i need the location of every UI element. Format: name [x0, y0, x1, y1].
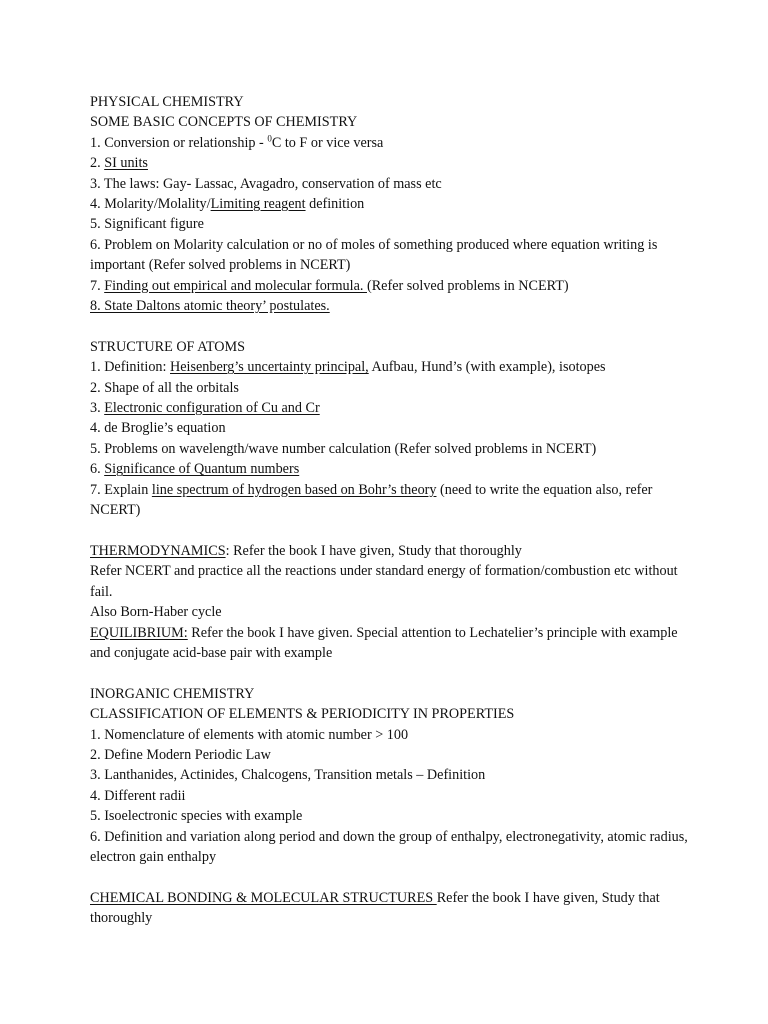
- document-page: [90, 92, 700, 929]
- list-item: 1. Definition: Heisenberg’s uncertainty principal, Aufbau, Hund’s (with example), isotopes: [90, 359, 606, 376]
- spacer: [90, 521, 700, 541]
- list-item: 3. Lanthanides, Actinides, Chalcogens, Transition metals – Definition: [90, 767, 486, 784]
- list-item: 8. State Daltons atomic theory’ postulates.: [90, 298, 330, 315]
- spacer: [90, 316, 700, 336]
- list-item: 3. Electronic configuration of Cu and Cr: [90, 400, 320, 417]
- list-item: 2. SI units: [90, 155, 148, 172]
- list-item: 2. Shape of all the orbitals: [90, 379, 239, 396]
- list-item: 5. Isoelectronic species with example: [90, 808, 303, 825]
- section-title-inorganic: INORGANIC CHEMISTRY: [90, 685, 255, 702]
- list-item: 1. Nomenclature of elements with atomic number > 100: [90, 726, 409, 743]
- list-item: 2. Define Modern Periodic Law: [90, 746, 271, 763]
- list-item: 4. Different radii: [90, 787, 186, 804]
- list-item: 1. Conversion or relationship - $^0$C to F or vice versa: [90, 133, 384, 151]
- topic-title-basic-concepts: SOME BASIC CONCEPTS OF CHEMISTRY: [90, 114, 358, 131]
- list-item: 6. Significance of Quantum numbers: [90, 461, 300, 478]
- topic-title-structure-of-atoms: STRUCTURE OF ATOMS: [90, 338, 246, 355]
- spacer: [90, 867, 700, 887]
- list-item: 7. Explain line spectrum of hydrogen based on Bohr’s theory (need to write the equation also, refer NCERT): [90, 481, 653, 519]
- topic-title-thermodynamics: THERMODYNAMICS: Refer the book I have given, Study that thoroughly: [90, 542, 522, 559]
- topic-title-chemical-bonding: CHEMICAL BONDING & MOLECULAR STRUCTURES Refer the book I have given, Study that thoroughly: [90, 889, 660, 927]
- list-item: 5. Problems on wavelength/wave number calculation (Refer solved problems in NCERT): [90, 440, 597, 457]
- paragraph: Also Born-Haber cycle: [90, 604, 222, 621]
- section-title-physical: PHYSICAL CHEMISTRY: [90, 94, 244, 110]
- list-item: 3. The laws: Gay- Lassac, Avagadro, conservation of mass etc: [90, 175, 442, 192]
- list-item: 4. Molarity/Molality/Limiting reagent definition: [90, 196, 365, 213]
- list-item: 7. Finding out empirical and molecular formula. (Refer solved problems in NCERT): [90, 277, 569, 294]
- list-item: 5. Significant figure: [90, 216, 204, 233]
- topic-title-equilibrium: EQUILIBRIUM: Refer the book I have given. Special attention to Lechatelier’s principle with example and conjugate acid-base pair with example: [90, 624, 678, 661]
- spacer: [90, 663, 700, 683]
- topic-title-periodicity: CLASSIFICATION OF ELEMENTS & PERIODICITY IN PROPERTIES: [90, 706, 515, 723]
- list-item: 4. de Broglie’s equation: [90, 420, 226, 437]
- list-item: 6. Problem on Molarity calculation or no of moles of something produced where equation writing is important (Refer solved problems in NCERT): [90, 236, 658, 274]
- degree-superscript: 0: [267, 133, 272, 144]
- paragraph: Refer NCERT and practice all the reactions under standard energy of formation/combustion etc without fail.: [90, 563, 678, 600]
- list-item: 6. Definition and variation along period and down the group of enthalpy, electronegativity, atomic radius, electron gain enthalpy: [90, 828, 688, 865]
